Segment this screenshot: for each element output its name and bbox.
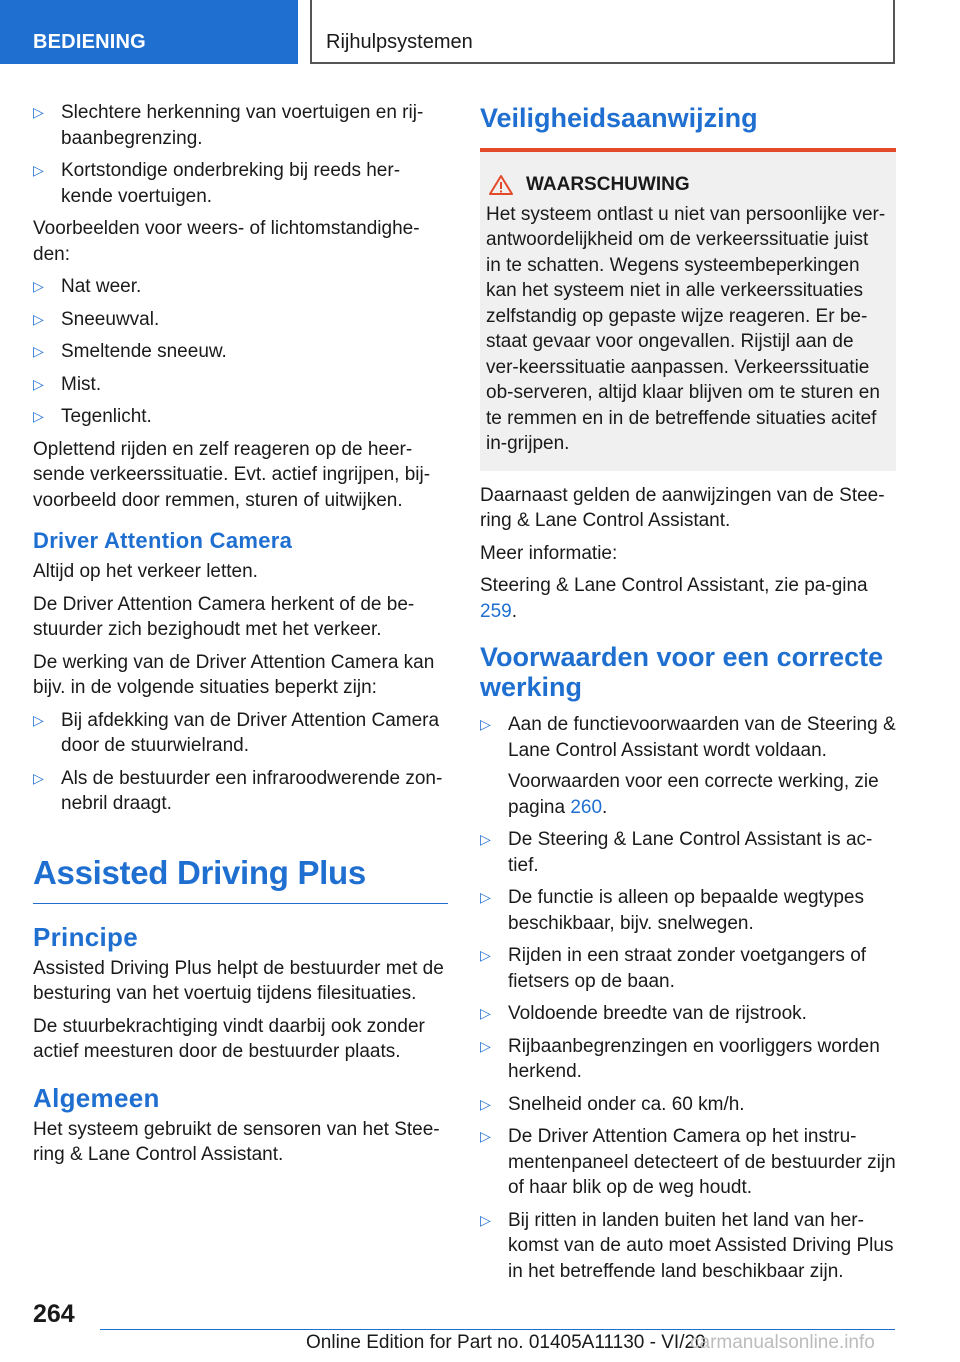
dac-heading: Driver Attention Camera (33, 528, 293, 553)
right-paragraph-1: Daarnaast gelden de aanwijzingen van de Stee-ring & Lane Control Assistant. (480, 484, 885, 531)
dac-paragraph-1: Altijd op het verkeer letten. (33, 561, 258, 582)
triangle-bullet-icon: ▷ (480, 1037, 491, 1054)
right-paragraph-3: Steering & Lane Control Assistant, zie pa-gina 259. (480, 575, 868, 622)
list-item-sub: Voorwaarden voor een correcte werking, zie pagina 260. (508, 771, 879, 818)
footer-divider (100, 1329, 895, 1330)
principe-paragraph-1: Assisted Driving Plus helpt de bestuurder met de besturing van het voertuig tijdens filesituaties. (33, 957, 444, 1004)
triangle-bullet-icon: ▷ (480, 1128, 491, 1144)
triangle-bullet-icon: ▷ (33, 310, 44, 327)
attention-paragraph: Oplettend rijden en zelf reageren op de heer-sende verkeerssituatie. Evt. actief ingrijpen, bij-voorbeeld door remmen, sturen of uitwijken. (33, 438, 431, 511)
header-section-label: BEDIENING (0, 0, 298, 64)
list-item: ▷ Aan de functievoorwaarden van de Steering & Lane Control Assistant wordt voldaan. Voorwaarden voor een correcte werking, zie pagina 260. (480, 712, 896, 820)
adp-heading: Assisted Driving Plus (33, 853, 448, 904)
triangle-bullet-icon: ▷ (480, 1095, 491, 1112)
warning-title: WAARSCHUWING (486, 172, 888, 198)
weather-intro: Voorbeelden voor weers- of lichtomstandighe-den: (33, 218, 420, 265)
triangle-bullet-icon: ▷ (33, 278, 44, 294)
left-column (33, 100, 448, 1175)
triangle-bullet-icon: ▷ (480, 889, 491, 905)
triangle-bullet-icon: ▷ (480, 716, 491, 732)
list-item: ▷ Tegenlicht. (33, 404, 448, 430)
triangle-bullet-icon: ▷ (33, 408, 44, 424)
list-item: ▷ De Driver Attention Camera op het instru-mentenpaneel detecteert of de bestuurder zijn of haar blik op de weg houdt. (480, 1126, 896, 1198)
triangle-bullet-icon: ▷ (480, 1211, 491, 1228)
principe-heading: Principe (33, 921, 138, 952)
principe-paragraph-2: De stuurbekrachtiging vindt daarbij ook zonder actief meesturen door de bestuurder plaats. (33, 1015, 425, 1062)
list-item: ▷ Rijbaanbegrenzingen en voorliggers worden herkend. (480, 1035, 880, 1082)
triangle-bullet-icon: ▷ (33, 769, 44, 786)
algemeen-paragraph-1: Het systeem gebruikt de sensoren van het Stee-ring & Lane Control Assistant. (33, 1118, 440, 1165)
list-item: ▷ Mist. (33, 372, 448, 398)
page-number: 264 (33, 1300, 75, 1328)
dac-paragraph-3: De werking van de Driver Attention Camera kan bijv. in de volgende situaties beperkt zijn: (33, 651, 435, 698)
list-item: ▷ Smeltende sneeuw. (33, 339, 448, 365)
triangle-bullet-icon: ▷ (33, 375, 44, 392)
triangle-bullet-icon: ▷ (33, 162, 44, 178)
list-item: ▷ Als de bestuurder een infraroodwerende zon-nebril draagt. (33, 767, 443, 814)
list-item: ▷ Bij afdekking van de Driver Attention Camera door de stuurwielrand. (33, 709, 440, 756)
triangle-bullet-icon: ▷ (33, 104, 44, 120)
list-item: ▷ Kortstondige onderbreking bij reeds her-kende voertuigen. (33, 160, 401, 207)
list-item: ▷ De functie is alleen op bepaalde wegtypes beschikbaar, bijv. snelwegen. (480, 887, 864, 934)
warning-box (480, 148, 896, 471)
list-item: ▷ Snelheid onder ca. 60 km/h. (480, 1092, 896, 1118)
triangle-bullet-icon: ▷ (33, 711, 44, 728)
list-item: ▷ De Steering & Lane Control Assistant is ac-tief. (480, 829, 873, 876)
footer-edition: Online Edition for Part no. 01405A11130 - VI/20 (306, 1332, 706, 1353)
list-item: ▷ Sneeuwval. (33, 307, 448, 333)
list-item: ▷ Nat weer. (33, 274, 448, 300)
list-item: ▷ Bij ritten in landen buiten het land van her-komst van de auto moet Assisted Driving Plus in het betreffende land beschikbaar zijn. (480, 1209, 894, 1282)
triangle-bullet-icon: ▷ (33, 343, 44, 359)
page-link-260[interactable]: 260 (570, 796, 603, 818)
triangle-bullet-icon: ▷ (480, 947, 491, 963)
conditions-heading: Voorwaarden voor een correcte werking (480, 642, 884, 702)
list-item: ▷ Slechtere herkenning van voertuigen en rij-baanbegrenzing. (33, 102, 424, 149)
watermark: carmanualsonline.info (690, 1332, 875, 1353)
warning-triangle-icon (488, 174, 514, 196)
safety-heading: Veiligheidsaanwijzing (480, 103, 758, 133)
algemeen-heading: Algemeen (33, 1082, 160, 1113)
right-paragraph-2: Meer informatie: (480, 542, 618, 564)
dac-paragraph-2: De Driver Attention Camera herkent of de be-stuurder zich bezighoudt met het verkeer. (33, 593, 415, 640)
page-link-259[interactable]: 259 (480, 600, 512, 622)
list-item: ▷ Voldoende breedte van de rijstrook. (480, 1001, 896, 1027)
triangle-bullet-icon: ▷ (480, 831, 491, 847)
right-column (480, 100, 896, 1291)
list-item: ▷ Rijden in een straat zonder voetgangers of fietsers op de baan. (480, 945, 867, 992)
triangle-bullet-icon: ▷ (480, 1005, 491, 1021)
header-chapter-label: Rijhulpsystemen (310, 0, 895, 64)
warning-text: Het systeem ontlast u niet van persoonlijke ver-antwoordelijkheid om de verkeerssituatie juist in te schatten. Wegens systeembeperkingen kan het systeem niet in alle verkeerssituaties zelfstandig op gepaste wijze reageren. Er be-staat gevaar voor ongevallen. Rijstijl aan de ver-keerssituatie aanpassen. Verkeerssituatie ob-serveren, altijd klaar blijven om te sturen en te remmen en in de betreffende situaties acitef in-grijpen. (486, 203, 886, 454)
